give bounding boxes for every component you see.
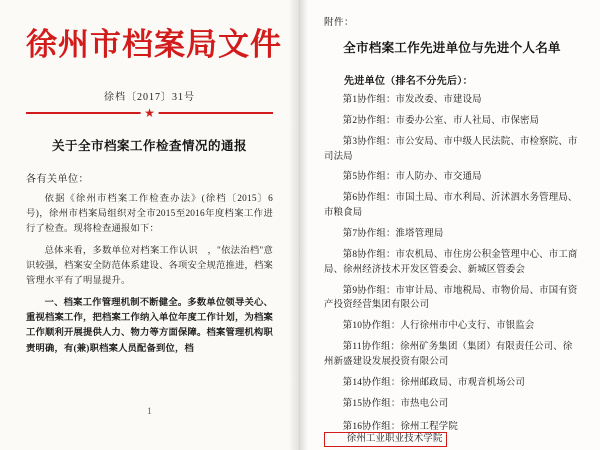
attachment-label: 附件： bbox=[324, 18, 355, 28]
list-item-last-prefix: 第16协作组：徐州工程学院 bbox=[342, 421, 458, 432]
list-item: 第14协作组：徐州邮政局、市观音机场公司 bbox=[342, 377, 525, 388]
document-salutation: 各有关单位： bbox=[26, 174, 89, 186]
list-item: 第5协作组：市人防办、市交通局 bbox=[342, 172, 482, 183]
document-paragraph: 依据《徐州市档案工作检查办法》(徐档〔2015〕6号)，徐州市档案局组织对全市2015至2016年度档案工作进行了检查。现将检查通报如下： bbox=[26, 194, 273, 235]
red-star-marker: ★ bbox=[140, 107, 159, 119]
attachment-title: 全市档案工作先进单位与先进个人名单 bbox=[343, 41, 561, 55]
document-paragraph: 总体来看，多数单位对档案工作认识 ，"依法治档"意识较强，档案安全防范体系建设、各项安全规范推进，档案管理水平有了明显提升。 bbox=[26, 246, 273, 287]
advanced-units-subhead: 先进单位（排名不分先后）： bbox=[344, 76, 473, 87]
document-number: 徐档〔2017〕31号 bbox=[104, 92, 195, 104]
list-item: 第15协作组：市热电公司 bbox=[342, 398, 449, 409]
list-item: 第2协作组：市委办公室、市人社局、市保密局 bbox=[342, 115, 540, 126]
list-item: 第11协作组：徐州矿务集团（集团）有限责任公司、徐州新盛建设发展投资有限公司 bbox=[324, 342, 573, 368]
list-item-last bbox=[324, 418, 580, 447]
document-title: 关于全市档案工作检查情况的通报 bbox=[51, 139, 247, 154]
document-masthead: 徐州市档案局文件 bbox=[26, 27, 282, 62]
list-item: 第8协作组：市农机局、市住房公积金管理中心、市工商局、徐州经济技术开发区管委会、新城区管委会 bbox=[324, 249, 578, 275]
list-item: 第6协作组：市国土局、市水利局、沂沭泗水务管理局、市粮食局 bbox=[324, 193, 578, 219]
document-paragraph-section: 一、档案工作管理机制不断健全。多数单位领导关心、重视档案工作，把档案工作纳入单位年度工作计划，为档案工作顺利开展提供人力、物力等方面保障。档案管理机构职责明确，有(兼)职档案人员配备到位，档 bbox=[26, 298, 273, 354]
list-item: 第9协作组：市审计局、市地税局、市物价局、市国有资产投资经营集团有限公司 bbox=[324, 285, 578, 311]
highlighted-entry: 徐州工业职业技术学院 bbox=[324, 432, 447, 447]
list-item: 第10协作组：人行徐州市中心支行、市银监会 bbox=[342, 321, 535, 332]
list-item: 第1协作组：市发改委、市建设局 bbox=[342, 95, 482, 105]
list-item: 第7协作组：淮塔管理局 bbox=[342, 229, 444, 240]
page-fold-shadow bbox=[300, 0, 308, 450]
list-item: 第3协作组：市公安局、市中级人民法院、市检察院、市司法局 bbox=[324, 136, 578, 162]
right-document-page bbox=[300, 0, 600, 450]
page-number: 1 bbox=[147, 406, 152, 416]
